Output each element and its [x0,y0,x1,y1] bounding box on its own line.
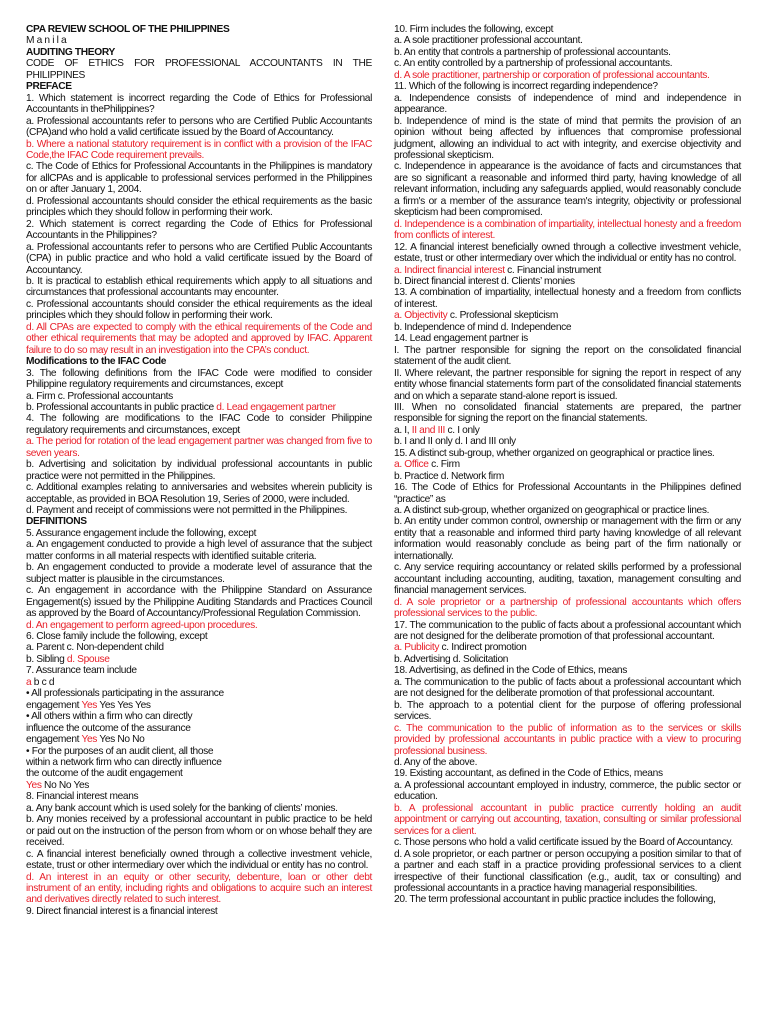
paragraph-left-42: the outcome of the audit engagement [26,768,183,780]
paragraph-left-36 [26,700,372,711]
paragraph-left-34 [26,677,372,688]
paragraph-right-26: a. A distinct sub-group, whether organized on geographical or practice lines. [394,505,710,517]
paragraph-right-19: III. When no consolidated financial statements are prepared, the partner responsible for signing the report on the financial statements. [394,401,741,425]
paragraph-left-1: M a n i l a [26,35,67,47]
answer-text-left-18-1: d. Lead engagement partner [216,401,336,413]
paragraph-left-13: c. Professional accountants should consider the ethical requirements as the ideal principles which they should follow in performing their work. [26,298,372,322]
text-segment-right-20-0: a. I, [394,424,412,436]
paragraph-right-22: 15. A distinct sub-group, whether organized on geographical or practice lines. [394,447,715,459]
paragraph-left-27: b. An engagement conducted to provide a moderate level of assurance that the subject matter is plausible in the circumstances. [26,562,372,585]
paragraph-right-38: 19. Existing accountant, as defined in the Code of Ethics, means [394,768,663,780]
paragraph-left-8: c. The Code of Ethics for Professional Accountants in the Philippines is mandatory for allCPAs and is applicable to professional services performed in the Philippines on or after January 1, 2004. [26,161,372,196]
paragraph-left-44: 8. Financial interest means [26,791,139,803]
paragraph-left-48: d. An interest in an equity or other security, debenture, loan or other debt instrument of an entity, including rights and obligations to acquire such an interest and derivatives directly related to such interest. [26,871,372,906]
text-segment-left-39-0: engagement [26,734,82,746]
heading-left-2: AUDITING THEORY [26,46,115,58]
paragraph-right-8: c. Independence in appearance is the avoidance of facts and circumstances that are so significant a reasonable and informed third party, having knowledge of all relevant information, including any safeguards applied, would reasonably conclude a firm's or a member of the assurance team's integrity, objectivity or professional skepticism had been compromised. [394,161,741,219]
paragraph-right-31 [394,642,741,653]
paragraph-left-3: CODE OF ETHICS FOR PROFESSIONAL ACCOUNTANTS IN THE PHILIPPINES [26,58,372,81]
paragraph-left-21: b. Advertising and solicitation by individual professional accountants in public practice were not permitted in the Philippines. [26,459,372,482]
paragraph-right-1: a. A sole practitioner professional accountant. [394,35,583,47]
paragraph-right-41: c. Those persons who hold a valid certificate issued by the Board of Accountancy. [394,837,733,849]
paragraph-left-7: b. Where a national statutory requirement is in conflict with a provision of the IFAC Code,the IFAC Code requirement prevails. [26,138,372,161]
paragraph-right-35: b. The approach to a potential client for the purpose of offering professional services. [394,699,741,723]
paragraph-right-18: II. Where relevant, the partner responsible for signing the report in respect of any entity whose financial statements form part of the consolidated financial statements and on which a separate stand-alone report is issued. [394,367,741,402]
answer-text-right-11-0: a. Indirect financial interest [394,264,505,276]
text-segment-right-11-1: c. Financial instrument [504,264,602,276]
paragraph-left-22: c. Additional examples relating to anniversaries and websites wherein publicity is acceptable, as provided in BOA Resolution 19, Series of 2000, were included. [26,482,372,505]
answer-text-left-36-1: Yes [81,699,98,711]
paragraph-right-27: b. An entity under common control, ownership or management with the firm or any entity that a reasonable and informed third party having knowledge of all relevant information would reasonably conclude as being part of the firm nationally or internationally. [394,516,741,562]
paragraph-right-13: 13. A combination of impartiality, intellectual honesty and a freedom from conflicts of interest. [394,287,741,310]
paragraph-left-25: 5. Assurance engagement include the following, except [26,527,257,539]
paragraph-right-32: b. Advertising d. Solicitation [394,653,509,665]
text-segment-left-18-0: b. Professional accountants in public practice [26,401,217,413]
text-segment-left-36-0: engagement [26,699,82,711]
right-column [394,24,741,906]
paragraph-right-21: b. I and II only d. I and III only [394,436,516,448]
paragraph-right-34: a. The communication to the public of facts about a professional accountant which are not designed for the deliberate promotion of that professional accountant. [394,676,741,700]
paragraph-left-14: d. All CPAs are expected to comply with the ethical requirements of the Code and other ethical requirements that may be adopted and approved by IFAC. Apparent failure to do so may result in an investigation into the CPA’s conduct. [26,321,372,356]
paragraph-right-20 [394,425,741,436]
paragraph-right-16: 14. Lead engagement partner is [394,333,528,345]
paragraph-left-26: a. An engagement conducted to provide a high level of assurance that the subject matter conforms in all material respects with identified suitable criteria. [26,539,372,562]
paragraph-right-33: 18. Advertising, as defined in the Code of Ethics, means [394,665,627,677]
paragraph-left-46: b. Any monies received by a professional accountant in public practice to be held or paid out on the instruction of the person from whom or on whose behalf they are received. [26,814,372,849]
answer-text-right-23-0: a. Office [394,459,429,471]
heading-left-0: CPA REVIEW SCHOOL OF THE PHILIPPINES [26,24,230,35]
paragraph-right-4: d. A sole practitioner, partnership or corporation of professional accountants. [394,69,710,81]
paragraph-left-16: 3. The following definitions from the IFAC Code were modified to consider Philippine regulatory requirements and circumstances, except [26,367,372,391]
paragraph-left-40: • For the purposes of an audit client, all those [26,745,214,757]
paragraph-right-12: b. Direct financial interest d. Clients’ monies [394,275,575,287]
heading-left-4: PREFACE [26,81,72,93]
paragraph-right-7: b. Independence of mind is the state of mind that permits the provision of an opinion without being affected by influences that compromise professional judgment, allowing an individual to act with integrity, and exercise objectivity and professional skepticism. [394,115,741,161]
paragraph-right-23 [394,459,741,470]
paragraph-right-42: d. A sole proprietor, or each partner or person occupying a position similar to that of a partner and each staff in a practice providing professional services to a client irrespective of their functional classification (e.g., audit, tax or consulting) and professional accountants in a practice having managerial responsibilities. [394,848,741,894]
text-segment-right-20-2: c. I only [445,424,480,436]
left-column [26,24,372,917]
paragraph-left-49: 9. Direct financial interest is a financial interest [26,905,218,917]
paragraph-right-43: 20. The term professional accountant in public practice includes the following, [394,894,716,906]
paragraph-right-3: c. An entity controlled by a partnership of professional accountants. [394,58,673,70]
paragraph-left-31: a. Parent c. Non-dependent child [26,642,164,654]
answer-text-right-31-0: a. Publicity [394,642,440,654]
paragraph-right-14 [394,310,741,321]
paragraph-right-36: c. The communication to the public of information as to the services or skills provided by professional accountants in public practice with a view to procuring professional business. [394,722,741,757]
paragraph-left-20: a. The period for rotation of the lead engagement partner was changed from five to seven years. [26,436,372,459]
paragraph-right-29: d. A sole proprietor or a partnership of professional accountants which offers professional services to the public. [394,596,741,620]
paragraph-left-47: c. A financial interest beneficially owned through a collective investment vehicle, estate, trust or other intermediary over which the individual or entity has no control. [26,848,372,872]
paragraph-right-40: b. A professional accountant in public practice currently holding an audit appointment or carrying out accounting, taxation, consulting or similar professional services for a client. [394,802,741,837]
paragraph-left-28: c. An engagement in accordance with the Philippine Standard on Assurance Engagement(s) issued by the Philippine Auditing Standards and Practices Council as approved by the Board of Accountancy/Professional Regulation Commission. [26,585,372,620]
text-segment-right-31-1: c. Indirect promotion [439,642,527,654]
text-segment-left-43-1: No No Yes [41,779,90,791]
paragraph-left-43 [26,780,372,791]
paragraph-left-35: • All professionals participating in the assurance [26,688,224,700]
paragraph-left-10: 2. Which statement is correct regarding the Code of Ethics for Professional Accountants in the Philippines? [26,218,372,242]
paragraph-right-24: b. Practice d. Network firm [394,470,504,482]
text-segment-left-36-2: Yes Yes Yes [97,699,151,711]
paragraph-right-17: I. The partner responsible for signing the report on the consolidated financial statement of the audit client. [394,344,741,368]
paragraph-left-41: within a network firm who can directly influence [26,757,222,768]
paragraph-right-0: 10. Firm includes the following, except [394,24,554,35]
text-segment-left-34-1: b c d [33,676,55,688]
text-segment-left-39-2: Yes No No [97,734,145,746]
paragraph-left-19: 4. The following are modifications to the IFAC Code to consider Philippine regulatory requirements and circumstances, except [26,413,372,436]
paragraph-right-2: b. An entity that controls a partnership of professional accountants. [394,46,671,58]
answer-text-left-39-1: Yes [81,734,98,746]
paragraph-left-39 [26,734,372,745]
paragraph-left-18 [26,402,372,413]
paragraph-right-5: 11. Which of the following is incorrect regarding independence? [394,81,658,93]
paragraph-right-11 [394,265,741,276]
answer-text-left-34-0: a [26,676,34,688]
heading-left-24: DEFINITIONS [26,516,87,528]
paragraph-left-17: a. Firm c. Professional accountants [26,390,173,402]
paragraph-left-12: b. It is practical to establish ethical requirements which apply to all situations and circumstances that professional accountants may encounter. [26,275,372,299]
text-segment-right-23-1: c. Firm [428,459,460,471]
text-segment-right-14-1: c. Professional skepticism [447,310,558,322]
paragraph-left-38: influence the outcome of the assurance [26,722,191,734]
answer-text-left-43-0: Yes [26,779,42,791]
paragraph-left-6: a. Professional accountants refer to persons who are Certified Public Accountants (CPA)and who hold a valid certificate issued by the Board of Accountancy. [26,115,372,139]
paragraph-right-30: 17. The communication to the public of facts about a professional accountant which are not designed for the deliberate promotion of that professional accountant. [394,619,741,643]
paragraph-right-25: 16. The Code of Ethics for Professional Accountants in the Philippines defined “practice” as [394,482,741,505]
paragraph-right-28: c. Any service requiring accountancy or related skills performed by a professional accountant including accounting, auditing, taxation, management consulting and financial management services. [394,562,741,597]
text-segment-left-32-0: b. Sibling [26,653,67,665]
paragraph-right-15: b. Independence of mind d. Independence [394,321,572,333]
paragraph-right-39: a. A professional accountant employed in industry, commerce, the public sector or education. [394,779,741,803]
paragraph-left-32 [26,654,372,665]
paragraph-left-33: 7. Assurance team include [26,665,137,677]
answer-text-left-32-1: d. Spouse [66,653,110,665]
heading-left-15: Modifications to the IFAC Code [26,356,167,368]
paragraph-left-11: a. Professional accountants refer to persons who are Certified Public Accountants (CPA) in public practice and who hold a valid certificate issued by the Board of Accountancy. [26,241,372,276]
paragraph-left-45: a. Any bank account which is used solely for the banking of clients’ monies. [26,802,338,814]
paragraph-left-23: d. Payment and receipt of commissions were not permitted in the Philippines. [26,505,348,517]
paragraph-left-5: 1. Which statement is incorrect regarding the Code of Ethics for Professional Accountants in thePhilippines? [26,92,372,116]
answer-text-right-20-1: II and III [411,424,446,436]
paragraph-left-37: • All others within a firm who can directly [26,711,193,723]
answer-text-right-14-0: a. Objectivity [394,310,448,322]
paragraph-right-6: a. Independence consists of independence of mind and independence in appearance. [394,92,741,116]
paragraph-right-10: 12. A financial interest beneficially owned through a collective investment vehicle, estate, trust or other intermediary over which the individual or entity has no control. [394,241,741,265]
paragraph-left-29: d. An engagement to perform agreed-upon procedures. [26,619,258,631]
paragraph-right-9: d. Independence is a combination of impartiality, intellectual honesty and a freedom from conflicts of interest. [394,218,741,242]
paragraph-right-37: d. Any of the above. [394,757,478,768]
paragraph-left-9: d. Professional accountants should consider the ethical requirements as the basic principles which they should follow in performing their work. [26,195,372,219]
paragraph-left-30: 6. Close family include the following, except [26,631,208,643]
